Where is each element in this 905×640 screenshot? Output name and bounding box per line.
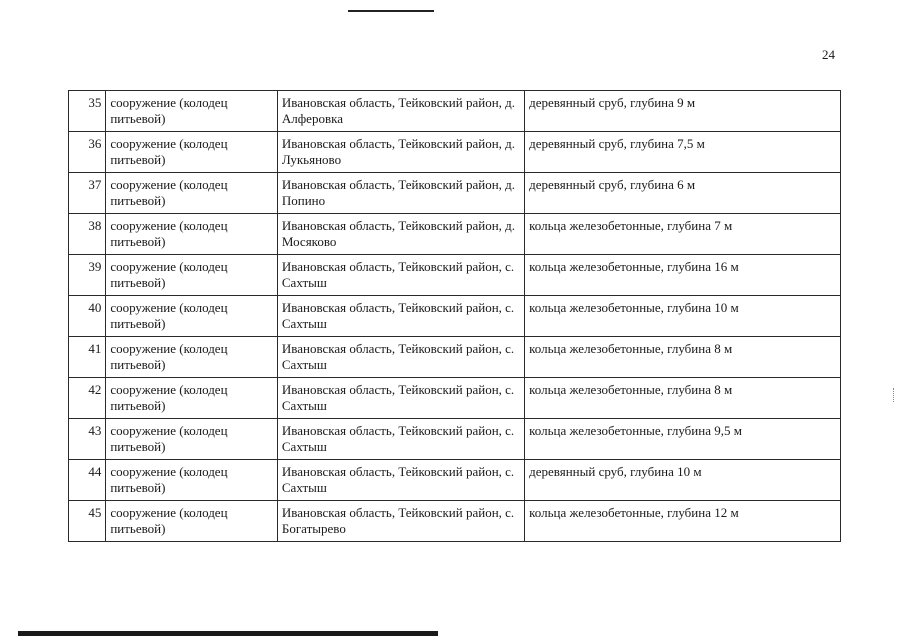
object-type: сооружение (колодец питьевой) [106, 173, 278, 214]
table-row [69, 419, 841, 460]
object-description: кольца железобетонные, глубина 7 м [525, 214, 841, 255]
object-type: сооружение (колодец питьевой) [106, 419, 278, 460]
object-description: деревянный сруб, глубина 9 м [525, 91, 841, 132]
table-row [69, 173, 841, 214]
object-description: кольца железобетонные, глубина 9,5 м [525, 419, 841, 460]
row-number: 38 [69, 214, 106, 255]
object-description: кольца железобетонные, глубина 8 м [525, 378, 841, 419]
object-address: Ивановская область, Тейковский район, с. Сахтыш [277, 460, 524, 501]
object-type: сооружение (колодец питьевой) [106, 460, 278, 501]
table-row [69, 296, 841, 337]
object-type: сооружение (колодец питьевой) [106, 501, 278, 542]
table-row [69, 255, 841, 296]
row-number: 40 [69, 296, 106, 337]
object-address: Ивановская область, Тейковский район, с. Богатырево [277, 501, 524, 542]
object-address: Ивановская область, Тейковский район, д. Лукьяново [277, 132, 524, 173]
object-address: Ивановская область, Тейковский район, с. Сахтыш [277, 337, 524, 378]
registry-table-wrapper [68, 90, 841, 542]
object-address: Ивановская область, Тейковский район, с. Сахтыш [277, 296, 524, 337]
row-number: 42 [69, 378, 106, 419]
object-address: Ивановская область, Тейковский район, д. Мосяково [277, 214, 524, 255]
scan-artifact [893, 388, 897, 402]
object-description: кольца железобетонные, глубина 16 м [525, 255, 841, 296]
table-row [69, 337, 841, 378]
object-description: кольца железобетонные, глубина 10 м [525, 296, 841, 337]
object-type: сооружение (колодец питьевой) [106, 214, 278, 255]
bottom-scan-bar [18, 631, 438, 636]
table-row [69, 501, 841, 542]
object-type: сооружение (колодец питьевой) [106, 296, 278, 337]
row-number: 41 [69, 337, 106, 378]
object-address: Ивановская область, Тейковский район, д. Алферовка [277, 91, 524, 132]
row-number: 36 [69, 132, 106, 173]
object-description: деревянный сруб, глубина 10 м [525, 460, 841, 501]
object-type: сооружение (колодец питьевой) [106, 132, 278, 173]
table-row [69, 460, 841, 501]
object-address: Ивановская область, Тейковский район, с. Сахтыш [277, 419, 524, 460]
page-number: 24 [822, 47, 835, 62]
top-rule [348, 10, 434, 12]
object-description: деревянный сруб, глубина 6 м [525, 173, 841, 214]
table-row [69, 132, 841, 173]
table-row [69, 214, 841, 255]
row-number: 39 [69, 255, 106, 296]
object-type: сооружение (колодец питьевой) [106, 91, 278, 132]
row-number: 45 [69, 501, 106, 542]
object-type: сооружение (колодец питьевой) [106, 337, 278, 378]
object-description: кольца железобетонные, глубина 8 м [525, 337, 841, 378]
object-address: Ивановская область, Тейковский район, д. Попино [277, 173, 524, 214]
table-row [69, 378, 841, 419]
row-number: 44 [69, 460, 106, 501]
object-description: деревянный сруб, глубина 7,5 м [525, 132, 841, 173]
object-type: сооружение (колодец питьевой) [106, 378, 278, 419]
table-row [69, 91, 841, 132]
object-description: кольца железобетонные, глубина 12 м [525, 501, 841, 542]
object-address: Ивановская область, Тейковский район, с. Сахтыш [277, 255, 524, 296]
row-number: 37 [69, 173, 106, 214]
object-address: Ивановская область, Тейковский район, с. Сахтыш [277, 378, 524, 419]
object-type: сооружение (колодец питьевой) [106, 255, 278, 296]
row-number: 43 [69, 419, 106, 460]
row-number: 35 [69, 91, 106, 132]
registry-table [68, 90, 841, 542]
